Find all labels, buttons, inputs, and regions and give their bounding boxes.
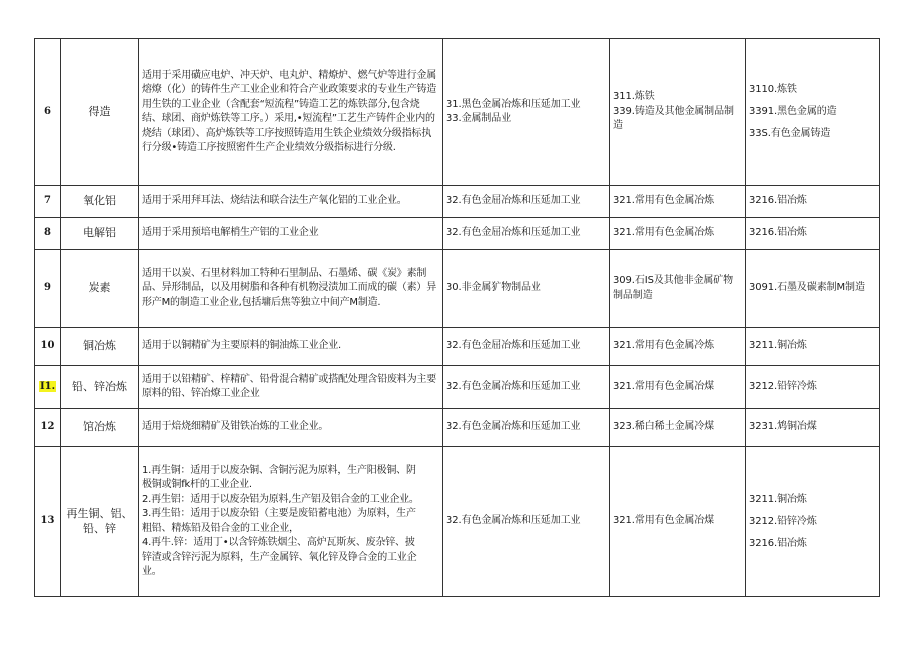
industry-name: 氧化铝	[61, 186, 139, 218]
scope-description: 适用于采用拜耳法、烧结法和联合法生产氧化铝的工业企业。	[139, 186, 443, 218]
table-row	[35, 447, 880, 597]
industry-name: 铜冶炼	[61, 328, 139, 366]
minor-category: 3211.铜冶炼	[746, 328, 880, 366]
row-number: 8	[35, 218, 61, 250]
table-row	[35, 218, 880, 250]
scope-line: 1.再生铜：适用于以废杂铜、含铜污泥为原料，生产阳极铜、阴	[142, 464, 416, 476]
medium-category: 321.常用有色金属冶煤	[610, 366, 746, 409]
scope-line: 3.再生铅：适用于以废杂铅（主要是废铅蓄电池）为原料，生产	[142, 508, 416, 519]
highlighted-row-number: I1.	[39, 380, 56, 392]
table-row	[35, 366, 880, 409]
table-row	[35, 328, 880, 366]
major-category: 30.非金属犷物制品业	[443, 250, 610, 328]
medium-category: 309.石IS及其他非金属矿物制品制造	[610, 250, 746, 328]
medium-category: 321.常用有色金属冶煤	[610, 447, 746, 597]
scope-line: 业。	[142, 566, 162, 577]
scope-line: 粗铅、精炼铅及铅合金的工业企业，	[142, 522, 299, 534]
industry-name: 再生铜、铝、铅、锌	[61, 447, 139, 597]
minor-category: 3216.铝冶炼	[746, 186, 880, 218]
row-number: 10	[35, 328, 61, 366]
scope-description: 适用于焙烧细精矿及钳铁冶炼的工业企业。	[139, 409, 443, 447]
industry-name: 得造	[61, 39, 139, 186]
major-category: 32.有色金屈冶炼和压延加工业	[443, 328, 610, 366]
scope-line: 4.再牛.锌：适用丁•以含锌炼铁烟尘、高炉瓦斯灰、废杂锌、披	[142, 537, 415, 548]
medium-category: 321.常用有色金属冶炼	[610, 218, 746, 250]
scope-description: 适用于以铜精矿为主要原料的铜油炼工业企业.	[139, 328, 443, 366]
minor-category: 3231.鸩铜冶煤	[746, 409, 880, 447]
medium-category: 323.稀白稀土金属冷煤	[610, 409, 746, 447]
scope-description	[139, 447, 443, 597]
industry-name: 电解铝	[61, 218, 139, 250]
major-category-text: 31.黑色金属冶炼和压延加工业 33.金属制品业	[446, 98, 581, 124]
minor-category: 3212.铅锌冷炼	[746, 366, 880, 409]
scope-description: 适用于采用预培电解梢生产铝的工业企业	[139, 218, 443, 250]
medium-category	[610, 39, 746, 186]
major-category: 32.有色金属冶炼和压延加工业	[443, 447, 610, 597]
scope-description: 适用于采用磺应电炉、冲天炉、电丸炉、精燎炉、燃气炉等进行金属熔燎（化）的铸件生产工业企业和符合产业政策要求的专业生产铸造用生铁的工业企业（含配套“短流程”铸造工艺的炼铁部分,包含烧结、球团、商炉炼铁等工序。）采用,•短流程”工艺生产铸件企业内的烧结（球团）、高炉炼铁等工序按照铸造用生铁企业绩效分级指标执行分级•铸造工序按照密件生产企业绩效分级指标进行分级.	[139, 39, 443, 186]
scope-description: 适用于以铅精矿、梓精矿、铅骨混合精矿或搭配处理含铅废料为主要原料的铅、锌冶燎工业企业	[139, 366, 443, 409]
table-row	[35, 409, 880, 447]
scope-line: 锌渣或含锌污泥为原料，生产金属锌、氧化锌及铮合金的工业企	[142, 551, 417, 563]
table-row	[35, 39, 880, 186]
scope-line: 2.再生铝：适用于以废杂铝为原料,生产铝及铝合金的工业企业。	[142, 493, 419, 505]
minor-category	[746, 39, 880, 186]
major-category: 32.有色金属冶炼和压延加工业	[443, 366, 610, 409]
row-number: 13	[35, 447, 61, 597]
minor-category: 3091.石墨及碳素制M制造	[746, 250, 880, 328]
scope-line: 极铜或铜fk杆的工业企业.	[142, 479, 252, 490]
industry-name: 炭素	[61, 250, 139, 328]
table-row	[35, 250, 880, 328]
minor-category-text: 3211.铜冶炼 3212.铅锌冷炼 3216.铝冶炼	[749, 493, 817, 549]
row-number	[35, 366, 61, 409]
medium-category: 321.常用有色金属冶炼	[610, 186, 746, 218]
scope-description: 适用干以炭、石里材料加工特种石里制品、石墨烯、碳《炭》素制品、异形制品，以及用树脂和各种有机物浸渍加工而成的碳（素）异形产M的制造工业企业,包括墉后焦等独立中间产M制造.	[139, 250, 443, 328]
major-category	[443, 39, 610, 186]
major-category: 32.有色金属冶炼和压延加工业	[443, 409, 610, 447]
major-category: 32.有色金屈冶炼和压延加工业	[443, 218, 610, 250]
row-number: 9	[35, 250, 61, 328]
medium-category-text: 311.炼铁 339.铸造及其他金属制品制造	[613, 91, 734, 132]
row-number: 6	[35, 39, 61, 186]
industry-name: 铅、锌冶炼	[61, 366, 139, 409]
industry-name: 馆冶炼	[61, 409, 139, 447]
row-number: 7	[35, 186, 61, 218]
minor-category-text: 3110.炼铁 3391.黑色金属的造 33S.有色金属铸造	[749, 84, 837, 139]
medium-category: 321.常用有色金属冷炼	[610, 328, 746, 366]
row-number: 12	[35, 409, 61, 447]
industry-classification-table	[34, 38, 880, 597]
major-category: 32.有色金屈冶炼和压延加工业	[443, 186, 610, 218]
minor-category	[746, 447, 880, 597]
table-row	[35, 186, 880, 218]
minor-category: 3216.铝冶炼	[746, 218, 880, 250]
